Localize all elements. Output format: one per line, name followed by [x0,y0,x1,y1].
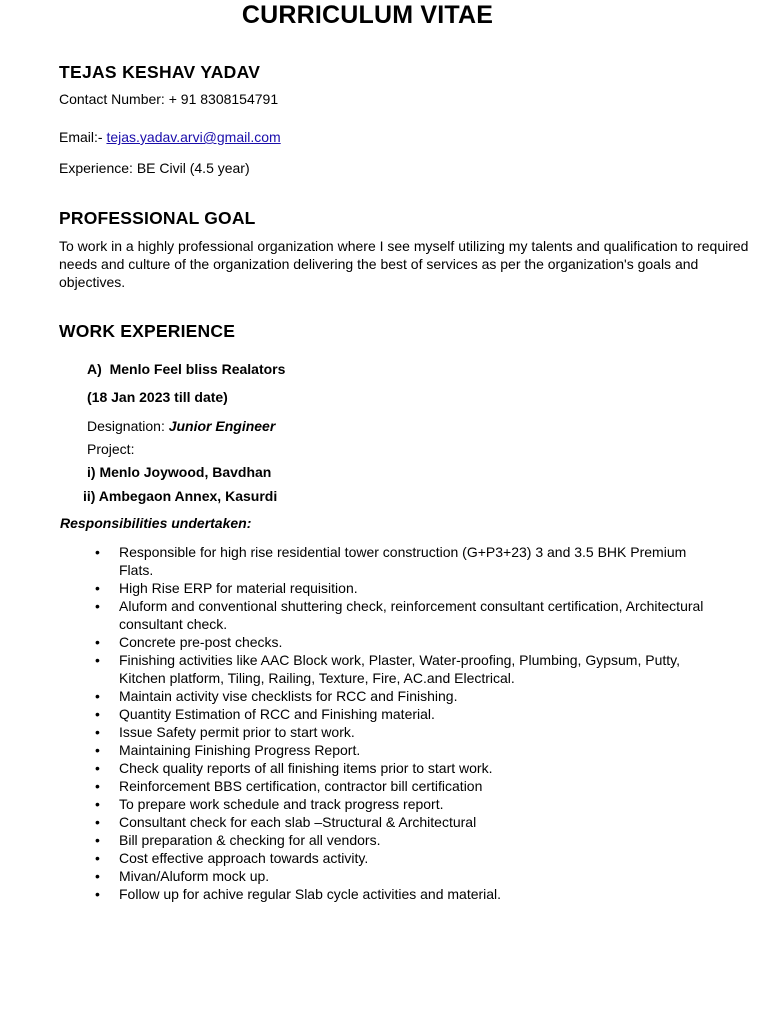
project-item: i) Menlo Joywood, Bavdhan [87,464,272,480]
employment-period: (18 Jan 2023 till date) [87,389,228,405]
email-label: Email:- [59,129,103,145]
responsibility-item: • Reinforcement BBS certification, contractor bill certification [93,777,713,795]
responsibilities-list [93,543,713,903]
experience-label: Experience: [59,160,133,176]
email-link[interactable]: tejas.yadav.arvi@gmail.com [106,129,281,145]
responsibilities-heading: Responsibilities undertaken: [60,515,252,531]
designation-line [87,418,275,434]
project-label: Project: [87,441,135,457]
designation-label: Designation: [87,418,165,434]
responsibility-item: • Cost effective approach towards activity. [93,849,713,867]
email-line [59,129,281,145]
company-marker: A) [87,361,102,377]
candidate-name: TEJAS KESHAV YADAV [59,62,261,82]
responsibility-item: • Bill preparation & checking for all vendors. [93,831,713,849]
contact-number-value: + 91 8308154791 [168,91,279,107]
document-title: CURRICULUM VITAE [241,1,494,29]
responsibility-item: • Maintaining Finishing Progress Report. [93,741,713,759]
designation-value: Junior Engineer [168,418,276,434]
professional-goal-text: To work in a highly professional organization where I see myself utilizing my talents and qualification to required needs and culture of the organization delivering the best of services as per the organization's goals and objectives. [59,238,749,290]
responsibility-item: • High Rise ERP for material requisition. [93,579,713,597]
contact-number-label: Contact Number: [59,91,165,107]
responsibility-item: • Aluform and conventional shuttering check, reinforcement consultant certification, Architectural consultant check. [93,597,713,633]
responsibility-item: • Consultant check for each slab –Structural & Architectural [93,813,713,831]
responsibility-item: • Responsible for high rise residential tower construction (G+P3+23) 3 and 3.5 BHK Premium Flats. [93,543,713,579]
responsibility-item: • Mivan/Aluform mock up. [93,867,713,885]
responsibility-item: • To prepare work schedule and track progress report. [93,795,713,813]
contact-number-line [59,91,278,107]
responsibility-item: • Issue Safety permit prior to start work. [93,723,713,741]
professional-goal-heading: PROFESSIONAL GOAL [59,208,256,228]
responsibility-item: • Concrete pre-post checks. [93,633,713,651]
work-experience-heading: WORK EXPERIENCE [59,321,236,341]
responsibility-item: • Follow up for achive regular Slab cycle activities and material. [93,885,713,903]
responsibility-item: • Quantity Estimation of RCC and Finishing material. [93,705,713,723]
experience-line [59,160,250,176]
responsibility-item: • Maintain activity vise checklists for RCC and Finishing. [93,687,713,705]
responsibility-item: • Finishing activities like AAC Block work, Plaster, Water-proofing, Plumbing, Gypsum, Putty, Kitchen platform, Tiling, Railing, Texture, Fire, AC.and Electrical. [93,651,713,687]
experience-value: BE Civil (4.5 year) [136,160,250,176]
responsibility-item: • Check quality reports of all finishing items prior to start work. [93,759,713,777]
project-item: ii) Ambegaon Annex, Kasurdi [83,488,278,504]
company-name: Menlo Feel bliss Realators [109,361,286,377]
company-line [87,361,285,377]
